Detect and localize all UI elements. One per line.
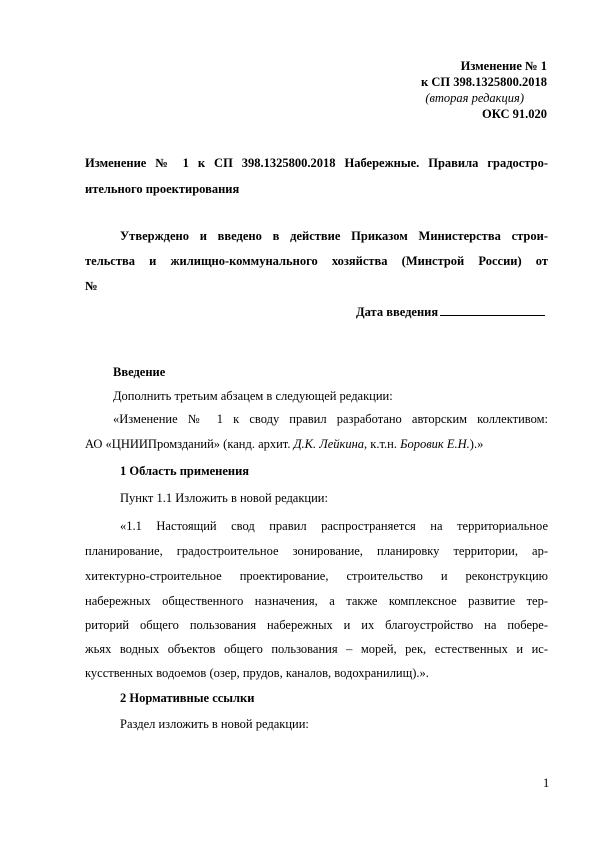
header-amendment-number: Изменение № 1 bbox=[460, 59, 547, 73]
section-1-text-line-1: «1.1 Настоящий свод правил распространяется на территориальное bbox=[120, 519, 548, 533]
date-label: Дата введения bbox=[356, 305, 439, 319]
section-1-instruction: Пункт 1.1 Изложить в новой редакции: bbox=[120, 491, 328, 505]
document-title-line-1: Изменение № 1 к СП 398.1325800.2018 Набережные. Правила градостро- bbox=[85, 156, 548, 170]
quote-author-2: Боровик Е.Н. bbox=[400, 437, 470, 451]
document-title-line-2: ительного проектирования bbox=[85, 182, 240, 196]
section-1-text-line-5: риторий общего пользования набережных и их благоустройство на побере- bbox=[85, 618, 548, 632]
header-edition: (вторая редакция) bbox=[425, 91, 524, 105]
page-number: 1 bbox=[543, 776, 550, 790]
section-1-text-line-6: жьях водных объектов общего пользования – морей, рек, естественных и ис- bbox=[85, 642, 548, 656]
intro-quote-line-2 bbox=[85, 436, 483, 452]
approval-number: № bbox=[85, 279, 98, 293]
intro-quote-line-1: «Изменение № 1 к своду правил разработано авторским коллективом: bbox=[113, 412, 548, 426]
approval-line-1: Утверждено и введено в действие Приказом Министерства строи- bbox=[120, 229, 548, 243]
quote-author-1: Д.К. Лейкина bbox=[293, 437, 365, 451]
header-code-reference: к СП 398.1325800.2018 bbox=[421, 75, 547, 89]
quote-end: ).» bbox=[469, 437, 484, 451]
section-1-text-line-2: планирование, градостроительное зонирование, планировку территории, ар- bbox=[85, 544, 548, 558]
section-1-text-line-3: хитектурно-строительное проектирование, строительство и реконструкцию bbox=[85, 569, 548, 583]
date-blank-line bbox=[440, 303, 545, 316]
quote-sep: , к.т.н. bbox=[364, 437, 401, 451]
intro-instruction: Дополнить третьим абзацем в следующей редакции: bbox=[113, 389, 393, 403]
header-oks-code: ОКС 91.020 bbox=[481, 107, 547, 121]
quote-org: АО «ЦНИИПромзданий» (канд. архит. bbox=[85, 437, 294, 451]
section-1-text-line-4: набережных общественного назначения, а также комплексное развитие тер- bbox=[85, 594, 548, 608]
section-1-heading: 1 Область применения bbox=[120, 464, 250, 478]
intro-heading: Введение bbox=[113, 365, 166, 379]
section-2-heading: 2 Нормативные ссылки bbox=[120, 691, 255, 705]
section-2-instruction: Раздел изложить в новой редакции: bbox=[120, 717, 309, 731]
approval-line-2: тельства и жилищно-коммунального хозяйства (Минстрой России) от bbox=[85, 254, 548, 268]
date-of-introduction bbox=[356, 303, 545, 320]
section-1-text-line-7: кусственных водоемов (озер, прудов, каналов, водохранилищ).». bbox=[85, 666, 429, 680]
